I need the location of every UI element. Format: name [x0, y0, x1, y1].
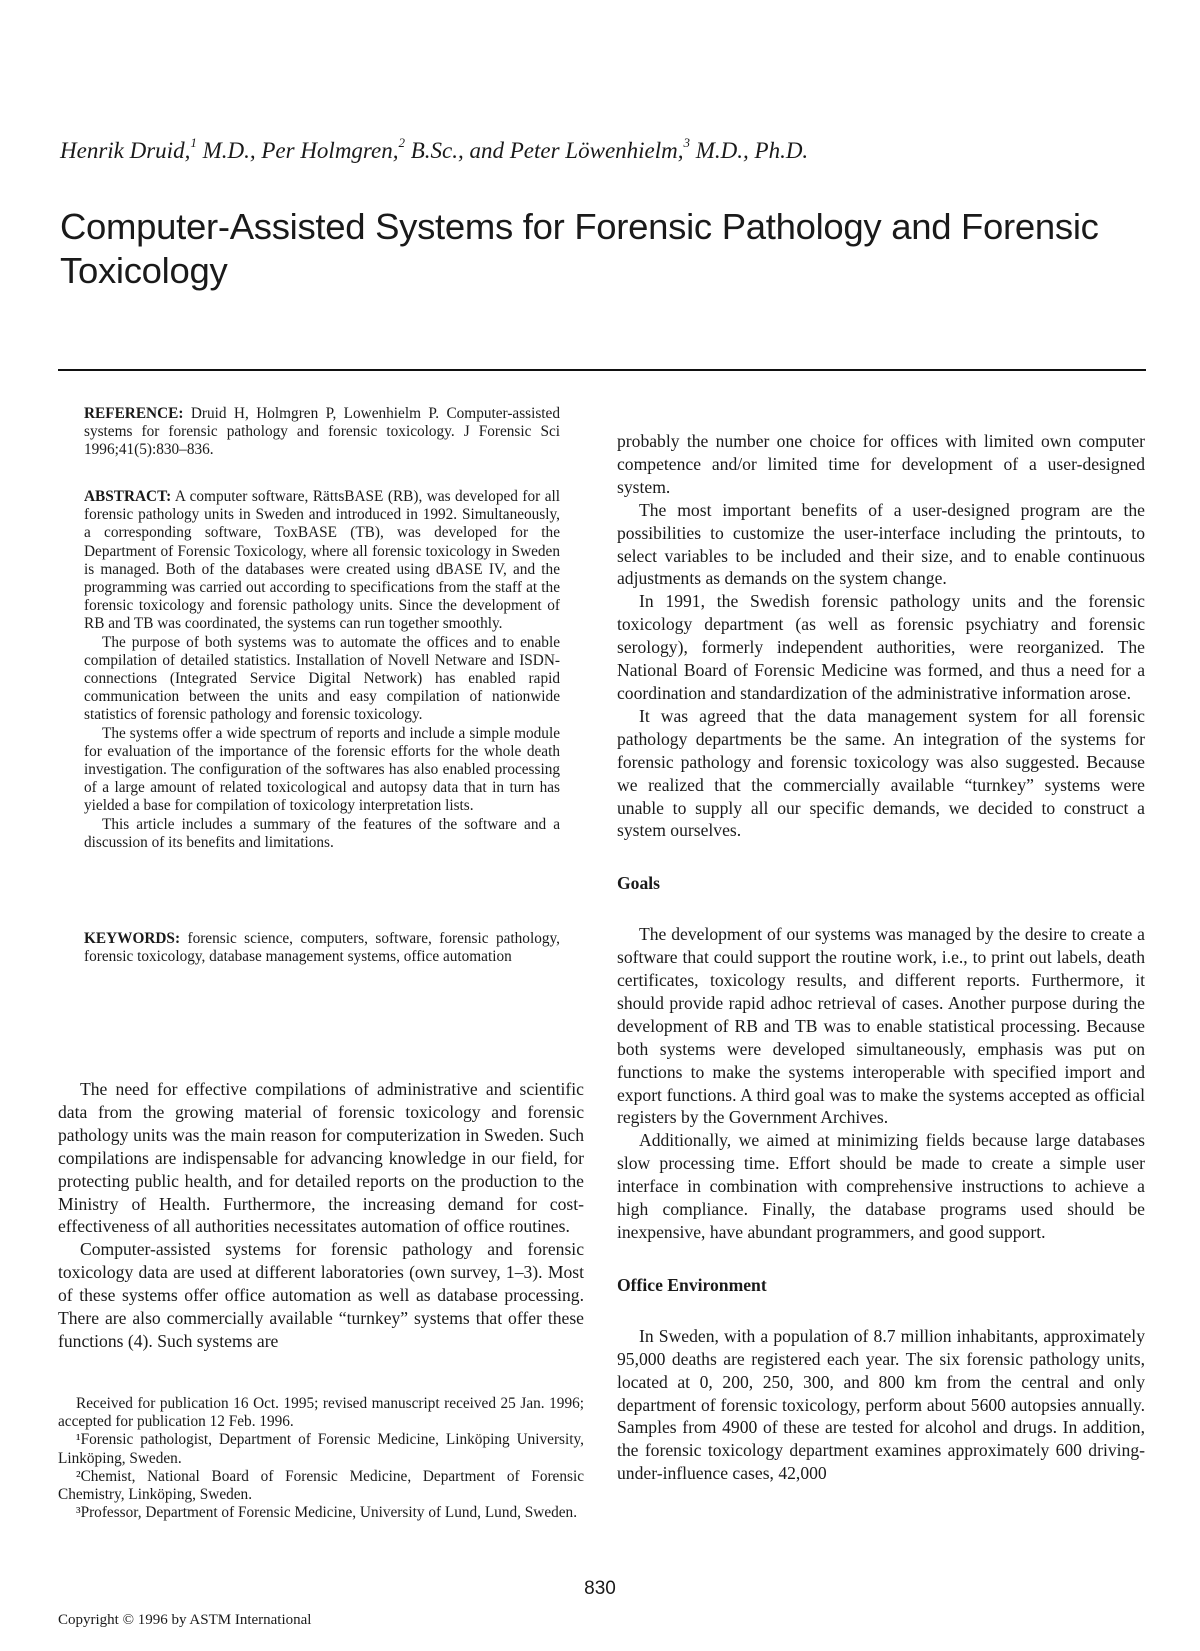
keywords-block — [84, 930, 560, 966]
reference-text: Druid H, Holmgren P, Lowenhielm P. Computer-assisted systems for forensic pathology and forensic toxicology. J Forensic Sci 1996;41(5):830–836. — [84, 405, 560, 459]
body-left-column — [58, 1078, 584, 1353]
keywords-label: KEYWORDS: — [84, 930, 181, 947]
body-paragraph: In 1991, the Swedish forensic pathology units and the forensic toxicology department (as well as forensic psychiatry and forensic serology), formerly independent authorities, were reorganized. The National Board of Forensic Medicine was formed, and thus a need for a coordination and standardization of the administrative information arose. — [617, 591, 1145, 703]
section-heading-goals: Goals — [617, 873, 661, 894]
section-heading-office-environment: Office Environment — [617, 1274, 767, 1295]
body-paragraph: It was agreed that the data management system for all forensic pathology departments be the same. An integration of the systems for forensic pathology and forensic toxicology was also suggested. Because we realized that the commercially available “turnkey” systems were unable to supply all our specific demands, we decided to construct a system ourselves. — [617, 705, 1145, 841]
footnote-received: Received for publication 16 Oct. 1995; revised manuscript received 25 Jan. 1996; accepted for publication 12 Feb. 1996. — [58, 1395, 584, 1431]
author-line — [60, 130, 1160, 166]
footnote-2: ²Chemist, National Board of Forensic Medicine, Department of Forensic Chemistry, Linköping, Sweden. — [58, 1467, 584, 1504]
author-1: Henrik Druid,$^1$ M.D., — [60, 135, 256, 163]
title-divider — [58, 369, 1146, 371]
abstract-block — [84, 488, 560, 852]
abstract-paragraph: The systems offer a wide spectrum of reports and include a simple module for evaluation of the importance of the forensic efforts for the whole death investigation. The configuration of the softwares has also enabled processing of a large amount of related toxicological and autopsy data that in turn has yielded a base for compilation of toxicology interpretation lists. — [84, 724, 560, 815]
abstract-paragraph: The purpose of both systems was to automate the offices and to enable compilation of detailed statistics. Installation of Novell Netware and ISDN-connections (Integrated Service Digital Network) has enabled rapid communication between the units and easy compilation of nationwide statistics of forensic pathology and forensic toxicology. — [84, 633, 560, 724]
page-number: 830 — [584, 1578, 616, 1599]
reference-block — [84, 405, 560, 460]
body-right-column — [617, 430, 1145, 1485]
footnotes — [58, 1395, 584, 1522]
body-paragraph: The most important benefits of a user-designed program are the possibilities to customize the user-interface including the printouts, to select variables to be included and their size, and to enable continuous adjustments as demands on the system change. — [617, 499, 1145, 589]
copyright-notice: Copyright © 1996 by ASTM International — [58, 1612, 312, 1628]
abstract-paragraph: This article includes a summary of the features of the software and a discussion of its benefits and limitations. — [84, 815, 560, 851]
keywords-text: forensic science, computers, software, forensic pathology, forensic toxicology, database management systems, office automation — [84, 930, 560, 966]
footnote-1: ¹Forensic pathologist, Department of Forensic Medicine, Linköping University, Linköping, Sweden. — [58, 1431, 584, 1467]
abstract-label: ABSTRACT: — [84, 488, 172, 505]
body-paragraph: The development of our systems was managed by the desire to create a software that could support the routine work, i.e., to print out labels, death certificates, toxicology results, and different reports. Furthermore, it should provide rapid adhoc retrieval of cases. Another purpose during the development of RB and TB was to enable statistical processing. Because both systems were developed simultaneously, emphasis was put on functions to make the systems interoperable with specified import and export functions. A third goal was to make the systems accepted as official registers by the Government Archives. — [617, 924, 1145, 1128]
body-paragraph: probably the number one choice for offices with limited own computer competence and/or limited time for development of a user-designed system. — [617, 431, 1145, 497]
body-paragraph: Computer-assisted systems for forensic pathology and forensic toxicology data are used at different laboratories (own survey, 1–3). Most of these systems offer office automation as well as database processing. There are also commercially available “turnkey” systems that offer these functions (4). Such systems are — [58, 1239, 584, 1351]
body-paragraph: The need for effective compilations of administrative and scientific data from the growing material of forensic toxicology and forensic pathology units was the main reason for computerization in Sweden. Such compilations are indispensable for advancing knowledge in our field, for protecting public health, and for detailed reports on the production to the Ministry of Health. Furthermore, the increasing demand for cost-effectiveness of all authorities necessitates automation of office routines. — [58, 1079, 584, 1237]
body-paragraph: In Sweden, with a population of 8.7 million inhabitants, approximately 95,000 deaths are registered each year. The six forensic pathology units, located at 0, 200, 250, 300, and 800 km from the central and only department of forensic toxicology, perform about 5600 autopsies annually. Samples from 4900 of these are tested for alcohol and drugs. In addition, the forensic toxicology department examines approximately 600 driving-under-influence cases, 42,000 — [617, 1325, 1145, 1484]
reference-label: REFERENCE: — [84, 405, 184, 422]
footnote-3: ³Professor, Department of Forensic Medicine, University of Lund, Lund, Sweden. — [76, 1504, 578, 1522]
article-title: Computer-Assisted Systems for Forensic Pathology and Forensic Toxicology — [60, 206, 1099, 291]
body-paragraph: Additionally, we aimed at minimizing fields because large databases slow processing time. Effort should be made to create a simple user interface in combination with comprehensive instructions to achieve a high compliance. Finally, the database programs used should be inexpensive, have abundant programmers, and good support. — [617, 1130, 1145, 1242]
abstract-paragraph: A computer software, RättsBASE (RB), was developed for all forensic pathology units in Sweden and introduced in 1992. Simultaneously, a corresponding software, ToxBASE (TB), was developed for the Department of Forensic Toxicology, where all forensic toxicology in Sweden is managed. Both of the databases were created using dBASE IV, and the programming was carried out according to specifications from the staff at the forensic toxicology and forensic pathology units. Since the development of RB and TB was coordinated, the systems can run together smoothly. — [84, 488, 561, 633]
author-2: Per Holmgren,$^2$ B.Sc., and — [261, 135, 504, 163]
author-3: Peter Löwenhielm,$^3$ M.D., Ph.D. — [509, 135, 809, 163]
